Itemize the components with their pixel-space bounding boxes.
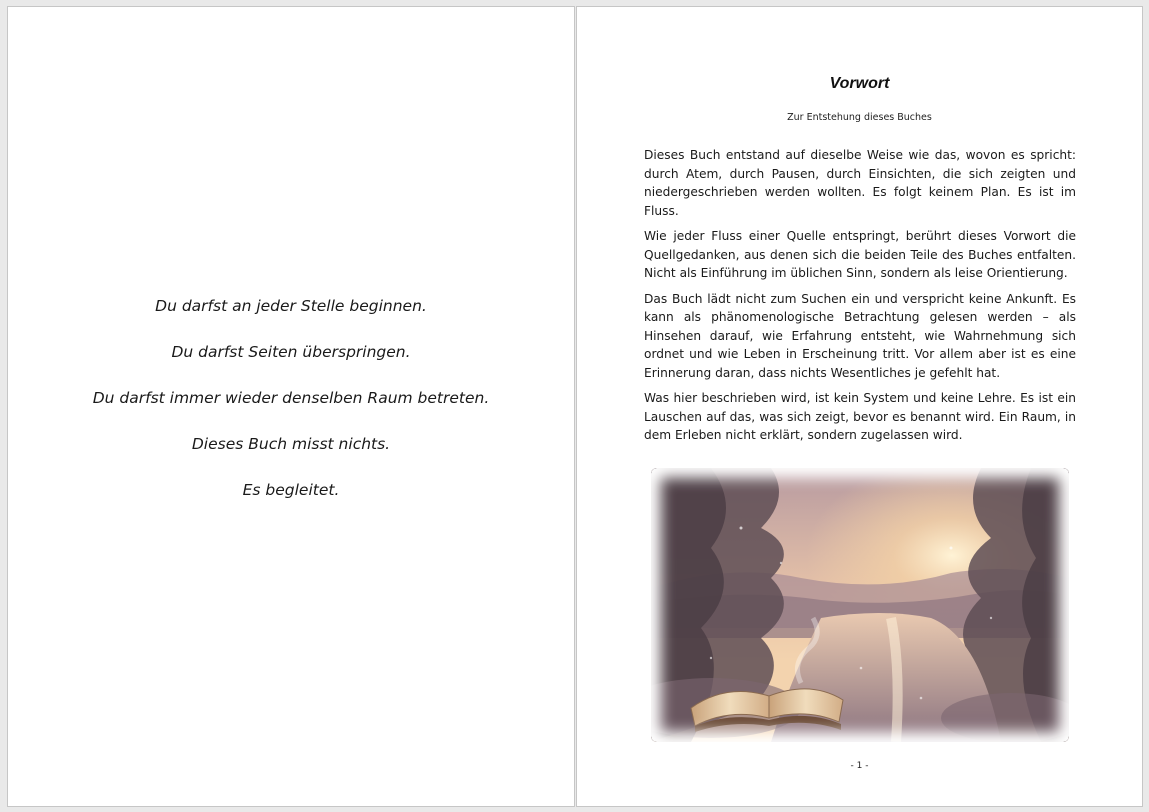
- body-text: [644, 146, 1076, 452]
- quote-line-5: Es begleitet.: [242, 481, 340, 499]
- paragraph-4: Was hier beschrieben wird, ist kein System und keine Lehre. Es ist ein Lauschen auf das, was sich zeigt, bevor es benannt wird. Ein Raum, in dem Erleben nicht erklärt, sondern zugelassen wird.: [644, 391, 1076, 442]
- chapter-title: Vorwort: [829, 75, 890, 92]
- page-number: - 1 -: [850, 761, 869, 771]
- right-page: [576, 6, 1143, 807]
- quote-block: [8, 297, 574, 527]
- quote-line-2: Du darfst Seiten überspringen.: [171, 343, 411, 361]
- paragraph-3: Das Buch lädt nicht zum Suchen ein und verspricht keine Ankunft. Es kann als phänomenologische Betrachtung gelesen werden – als Hinsehen darauf, wie Erfahrung entsteht, wie Wahrnehmung sich ordnet und wie Leben in Erscheinung tritt. Vor allem aber ist es eine Erinnerung daran, dass nichts Wesentliches je gefehlt hat.: [644, 291, 1076, 380]
- paragraph-2: Wie jeder Fluss einer Quelle entspringt, berührt dieses Vorwort die Quellgedanken, aus denen sich die beiden Teile des Buches entfalten. Nicht als Einführung im üblichen Sinn, sondern als leise Orientierung.: [644, 229, 1076, 280]
- quote-line-4: Dieses Buch misst nichts.: [191, 435, 391, 453]
- paragraph-1: Dieses Buch entstand auf dieselbe Weise wie das, wovon es spricht: durch Atem, durch Pausen, durch Einsichten, die sich zeigten und niedergeschrieben werden wollten. Es folgt keinem Plan. Es ist im Fluss.: [644, 148, 1076, 218]
- chapter-subtitle: Zur Entstehung dieses Buches: [787, 112, 932, 123]
- quote-line-1: Du darfst an jeder Stelle beginnen.: [155, 297, 427, 315]
- quote-line-3: Du darfst immer wieder denselben Raum betreten.: [92, 389, 490, 407]
- left-page: [7, 6, 575, 807]
- river-book-illustration: [651, 468, 1069, 742]
